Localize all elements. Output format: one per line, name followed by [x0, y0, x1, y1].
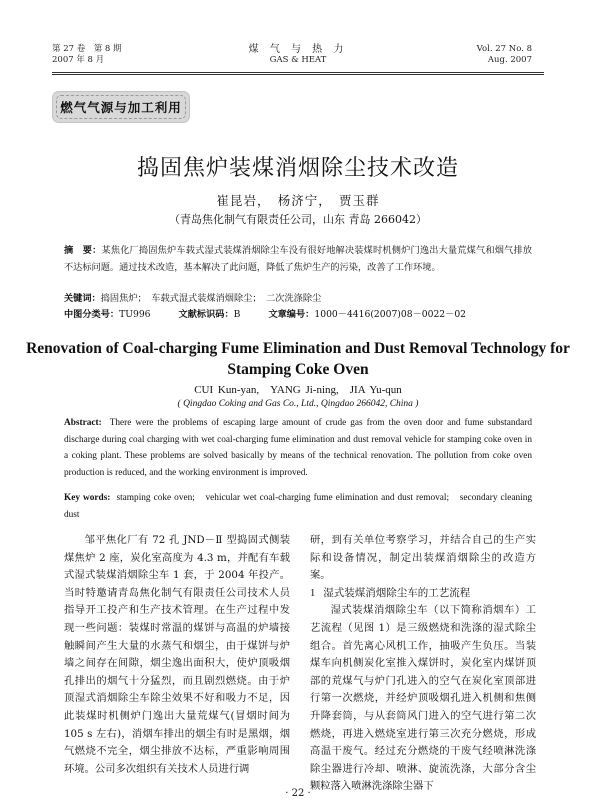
section-number: 1: [310, 587, 316, 599]
doc-code-label: 文献标识码：: [178, 309, 234, 320]
abstract-cn: [64, 243, 532, 276]
keywords-cn-label: 关键词：: [64, 293, 101, 304]
date-en: Aug. 2007: [487, 55, 532, 65]
affiliation-en: ( Qingdao Coking and Gas Co., Ltd., Qingdao 266042, China ): [177, 399, 419, 409]
article-number-value: 1000－4416(2007)08－0022－02: [314, 309, 467, 320]
keywords-cn-text: 捣固焦炉； 车载式湿式装煤消烟除尘； 二次洗涤除尘: [100, 293, 322, 304]
body-paragraph: 研，到有关单位考察学习，并结合自己的生产实际和设备情况，制定出装煤消烟除尘的改造方案。: [310, 534, 536, 582]
abstract-en: [64, 415, 532, 481]
abstract-en-text: There were the problems of escaping large amount of crude gas from the oven door and fume substandard discharge during coal charging with wet coal-charging fume elimination and dust removal vehicle for stamping coke oven in a coking plant. These problems are solved basically by means of the technical renovation. The pollution from coke oven production is reduced, and the working environment is improved.: [64, 418, 532, 478]
page-number: · 22 ·: [285, 788, 311, 799]
header-rule: [52, 72, 544, 73]
section-label-box: [52, 91, 190, 123]
article-number-label: 文章编号：: [268, 309, 315, 320]
body-column-left: [64, 532, 290, 778]
header-rule-thin: [52, 74, 544, 75]
keywords-en: [64, 490, 532, 523]
keywords-en-text: stamping coke oven; vehicular wet coal-charging fume elimination and dust removal; secondary cleaning dust: [64, 493, 532, 520]
journal-name-en: GAS & HEAT: [269, 55, 327, 65]
abstract-cn-label: 摘 要：: [64, 245, 102, 256]
clc-value: TU996: [119, 309, 151, 320]
journal-name-cn: 煤 气 与 热 力: [248, 44, 348, 55]
keywords-en-label: Key words:: [64, 493, 111, 503]
article-title-cn: 捣固焦炉装煤消烟除尘技术改造: [136, 156, 459, 181]
running-header-right: [477, 44, 532, 66]
abstract-en-label: Abstract:: [64, 418, 102, 428]
affiliation-cn: （青岛焦化制气有限责任公司，山东 青岛 266042）: [169, 213, 427, 226]
clc-label: 中图分类号：: [64, 309, 120, 320]
volume-issue-en: Vol. 27 No. 8: [476, 44, 532, 54]
date-cn: 2007 年 8 月: [52, 55, 105, 65]
section-heading: [310, 585, 536, 603]
keywords-cn: [64, 293, 321, 305]
volume-issue-cn: 第 27 卷 第 8 期: [52, 44, 122, 54]
section-title: 湿式装煤消烟除尘车的工艺流程: [323, 586, 471, 599]
classification-line: [64, 309, 466, 321]
abstract-cn-text: 某焦化厂捣固焦炉车载式湿式装煤消烟除尘车没有很好地解决装煤时机侧炉门逸出大量荒煤气和烟气排放不达标问题。通过技术改造，基本解决了此问题，降低了焦炉生产的污染，改善了工作环境。: [64, 245, 533, 273]
body-paragraph: 邹平焦化厂有 72 孔 JND－Ⅱ 型捣固式侧装煤焦炉 2 座，炭化室高度为 4.3 m，并配有车载式湿式装煤消烟除尘车 1 套，于 2004 年投产。当时特邀请青岛焦化制气有限责任公司技术人员指导开工投产和生产技术管理。在生产过程中发现一些问题：装煤时常温的煤饼与高温的炉墙接触瞬间产生大量的水蒸气和烟尘，由于煤饼与炉墙之间存在间隙，烟尘逸出面积大，使炉顶吸烟孔排出的烟气十分猛烈，而且剧烈燃烧。由于炉顶湿式消烟除尘车除尘效果不好和吸力不足，因此装煤时机侧炉门逸出大量荒煤气(冒烟时间为 105 s 左右)，消烟车排出的烟尘有时是黑烟，烟气燃烧不完全，烟尘排放不达标，严重影响周围环境。公司多次组织有关技术人员进行调: [64, 534, 290, 775]
authors-en: CUI Kun-yan, YANG Ji-ning, JIA Yu-qun: [194, 384, 402, 396]
doc-code-value: B: [233, 309, 241, 320]
section-label: 燃气气源与加工利用: [60, 100, 182, 115]
article-title-en: Renovation of Coal-charging Fume Elimination and Dust Removal Technology for Stamping Coke Oven: [26, 340, 570, 378]
body-column-right: [310, 532, 536, 796]
authors-cn: 崔昆岩， 杨济宁， 贾玉群: [216, 193, 380, 208]
body-paragraph: 湿式装煤消烟除尘车（以下简称消烟车）工艺流程（见图 1）是三级燃烧和洗涤的湿式除尘组合。首先离心风机工作，抽吸产生负压。当装煤车向机侧炭化室推入煤饼时，炭化室内煤饼顶部的荒煤气与炉门孔进入的空气在炭化室顶部进行第一次燃烧，并经炉顶吸烟孔进入机侧和焦侧升降套筒，与从套筒风门进入的空气进行第二次燃烧，再进入燃烧室进行第三次充分燃烧，形成高温干废气。经过充分燃烧的干废气经喷淋洗涤除尘器进行冷却、喷淋、旋流洗涤，大部分含尘颗粒落入喷淋洗涤除尘器下: [310, 604, 536, 793]
